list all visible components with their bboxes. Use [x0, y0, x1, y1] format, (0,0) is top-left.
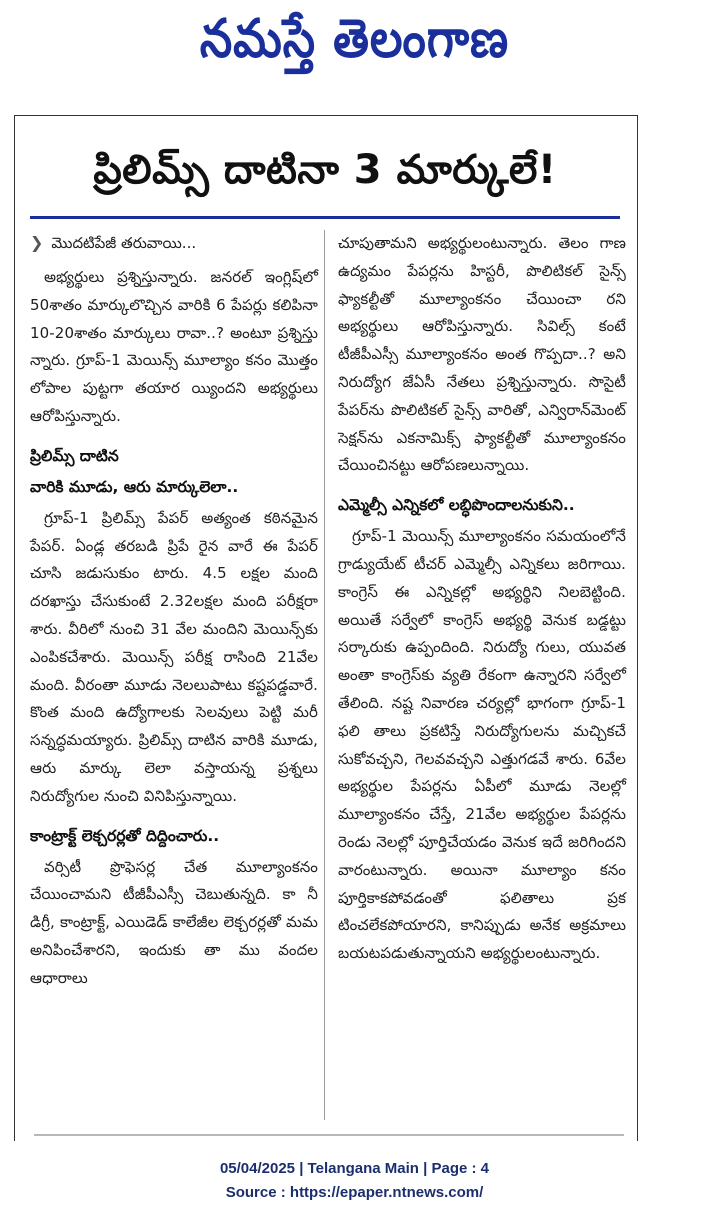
paragraph: గ్రూప్-1 మెయిన్స్ మూల్యాంకనం సమయంలోనే గ్రాడ్యుయేట్ టీచర్ ఎమ్మెల్సీ ఎన్నికలు జరిగాయి. కాంగ్రెస్ ఈ ఎన్నికల్లో అభ్యర్థిని నిలబెట్టింది. అయితే సర్వేలో కాంగ్రెస్ అభ్యర్థి వెనుక బడ్డట్టు సర్కారుకు ఉప్పందింది. నిరుద్యో గులు, యువత అంతా కాంగ్రెస్‌కు వ్యతి రేకంగా ఉన్నారని సర్వేలో తేలింది. నష్ట నివారణ చర్యల్లో భాగంగా గ్రూప్-1 ఫలి తాలు ప్రకటిస్తే నిరుద్యోగులను మచ్చికచే సుకోవచ్చని, గెలవవచ్చని ఎత్తుగడవే శారు. 6వేల అభ్యర్థుల పేపర్లను ఏపీలో మూడు నెలల్లో మూల్యాంకనం చేస్తే, 21వేల అభ్యర్థుల పేపర్లను రెండు నెలల్లో పూర్తిచేయడం వెనుక ఇదే జరిగిందని వారంటున్నారు. అయినా మూల్యాం కనం పూర్తికాకపోవడంతో ఫలితాలు ప్రక టించలేకపోయారని, కానిప్పుడు అనేక అక్రమాలు బయటపడుతున్నాయని అభ్యర్థులంటున్నారు. [338, 527, 626, 963]
bottom-rule [34, 1134, 624, 1136]
paragraph: గ్రూప్-1 ప్రిలిమ్స్ పేపర్ అత్యంత కఠినమైన పేపర్. ఏండ్ల తరబడి ప్రిపే రైన వారే ఈ పేపర్ చూసి జడుసుకుం టారు. 4.5 లక్షల మంది దరఖాస్తు చేసుకుంటే 2.32లక్షల మంది పరీక్షరా శారు. వీరిలో నుంచి 31 వేల మందిని మెయిన్స్‌కు ఎంపికచేశారు. మెయిన్స్ పరీక్ష రాసింది 21వేల మంది. వీరంతా మూడు నెలలుపాటు కష్టపడ్డవారే. కొంత మంది ఉద్యోగాలకు సెలవులు పెట్టి మరీ సన్నద్ధమయ్యారు. ప్రిలిమ్స్ దాటిన వారికి మూడు, ఆరు మార్కు లెలా వస్తాయన్న ప్రశ్నలు నిరుద్యోగుల నుంచి వినిపిస్తున్నాయి. [30, 508, 318, 805]
chevron-right-icon: ❯ [30, 233, 44, 252]
paragraph: చూపుతామని అభ్యర్థులంటున్నారు. తెలం గాణ ఉద్యమం పేపర్లను హిస్టరీ, పొలిటికల్ సైన్స్ ఫ్యాకల్టీతో మూల్యాంకనం చేయించా రని అభ్యర్థులు ఆరోపిస్తున్నారు. సివిల్స్ కంటే టీజీపీఎస్సీ మూల్యాంకనం అంత గొప్పదా..? అని నిరుద్యోగ జేఏసీ నేతలు ప్రశ్నిస్తున్నారు. సొసైటీ పేపర్‌ను పొలిటికల్ సైన్స్ వారితో, ఎన్విరాన్‌మెంట్ సెక్షన్‌ను ఎకనామిక్స్ ఫ్యాకల్టీతో మూల్యాంకనం చేయించినట్టు ఆరోపణలున్నాయి. [338, 234, 626, 475]
paragraph: అభ్యర్థులు ప్రశ్నిస్తున్నారు. జనరల్ ఇంగ్లిష్‌లో 50శాతం మార్కులొచ్చిన వారికి 6 పేపర్లు కలిపినా 10-20శాతం మార్కులు రావా..? అంటూ ప్రశ్నిస్తు న్నారు. గ్రూప్-1 మెయిన్స్ మూల్యాం కనం మొత్తం లోపాల పుట్టగా తయార య్యిందని అభ్యర్థులు ఆరోపిస్తున్నారు. [30, 268, 318, 425]
right-column [338, 230, 626, 980]
article-headline [14, 132, 636, 218]
subheading: ఎమ్మెల్సీ ఎన్నికలో లబ్ధిపొందాలనుకుని.. [338, 496, 575, 515]
subheading: వారికి మూడు, ఆరు మార్కులెలా.. [30, 477, 239, 496]
subheading: ప్రిలిమ్స్ దాటిన [30, 446, 119, 465]
subheading: కాంట్రాక్ట్ లెక్చరర్లతో దిద్దించారు.. [30, 826, 220, 845]
continuation-line [30, 230, 318, 256]
masthead [0, 6, 709, 84]
column-divider [324, 230, 325, 1120]
footer-source-line: Source : https://epaper.ntnews.com/ [225, 1184, 484, 1201]
continuation-text: మొదటిపేజీ తరువాయి... [51, 234, 197, 252]
headline-rule [30, 216, 620, 219]
left-column [30, 230, 318, 1005]
footer-date-line: 05/04/2025 | Telangana Main | Page : 4 [219, 1160, 490, 1177]
masthead-logo: నమస్తే తెలంగాణ [199, 7, 510, 70]
headline-text: ప్రిలిమ్స్ దాటినా 3 మార్కులే! [93, 147, 557, 193]
paragraph: వర్సిటీ ప్రొఫెసర్ల చేత మూల్యాంకనం చేయించామని టీజీపీఎస్సీ చెబుతున్నది. కా నీ డిగ్రీ, కాంట్రాక్ట్, ఎయిడెడ్ కాలేజీల లెక్చరర్లతో మమ అనిపించేశారని, ఇందుకు తా ము వందల ఆధారాలు [30, 857, 318, 987]
